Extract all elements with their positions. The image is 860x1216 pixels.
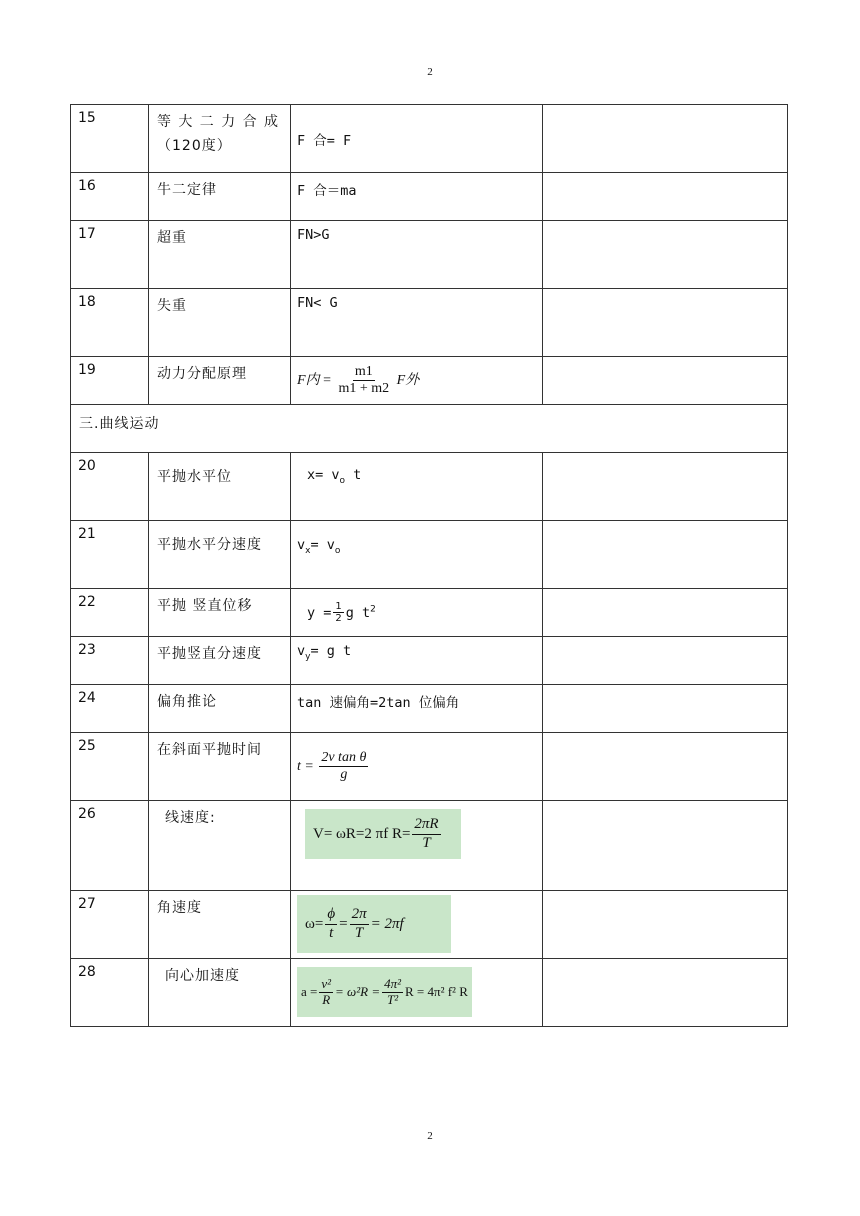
formula-cell — [291, 891, 543, 959]
notes-cell — [543, 637, 788, 685]
formula-cell — [291, 959, 543, 1027]
formula-name: 偏角推论 — [149, 685, 291, 733]
formula-name: 等大二力合成 （120度） — [149, 105, 291, 173]
row-number: 28 — [71, 959, 149, 1027]
row-number: 26 — [71, 801, 149, 891]
page-number-top: 2 — [427, 66, 433, 78]
table-row — [71, 289, 788, 357]
table-row — [71, 405, 788, 453]
table-row — [71, 733, 788, 801]
row-number: 15 — [71, 105, 149, 173]
section-heading: 三.曲线运动 — [71, 405, 788, 453]
row-number: 17 — [71, 221, 149, 289]
formula-highlight: V= ωR=2 πf R= $\frac{2\pi R}{T}$ — [305, 809, 461, 859]
formula-cell: y = $\frac{1}{2}$ g $t^2$ — [291, 589, 543, 637]
formula-cell: $v_y= g$ t — [291, 637, 543, 685]
formula-name: 平抛水平位 — [149, 453, 291, 521]
row-number: 21 — [71, 521, 149, 589]
table-row — [71, 221, 788, 289]
formula-name: 超重 — [149, 221, 291, 289]
formula-cell: t = $\frac{\text{2v tan θ}}{g}$ — [291, 733, 543, 801]
table-row — [71, 891, 788, 959]
notes-cell — [543, 685, 788, 733]
notes-cell — [543, 173, 788, 221]
table-row — [71, 589, 788, 637]
notes-cell — [543, 105, 788, 173]
notes-cell — [543, 521, 788, 589]
row-number: 16 — [71, 173, 149, 221]
notes-cell — [543, 221, 788, 289]
formula-name: 动力分配原理 — [149, 357, 291, 405]
table-row — [71, 521, 788, 589]
table-row — [71, 357, 788, 405]
table-row — [71, 453, 788, 521]
formula-name: 平抛竖直分速度 — [149, 637, 291, 685]
table-row — [71, 959, 788, 1027]
table-row — [71, 105, 788, 173]
notes-cell — [543, 733, 788, 801]
notes-cell — [543, 453, 788, 521]
table-row — [71, 637, 788, 685]
formula-cell: F 合= F — [291, 105, 543, 173]
formula-cell: $x= v_o$ t — [291, 453, 543, 521]
row-number: 20 — [71, 453, 149, 521]
table-row — [71, 173, 788, 221]
formula-highlight: a = $\frac{\text{v²}}{R}$ = ω²R = $\frac{\text{4π²}}{\text{T²}}$ R = 4π² f² R — [297, 967, 472, 1017]
row-number: 19 — [71, 357, 149, 405]
formula-name: 向心加速度 — [149, 959, 291, 1027]
notes-cell — [543, 289, 788, 357]
formula-highlight: ω= $\frac{\phi}{t}$ = $\frac{2\pi}{T}$ = 2πf — [297, 895, 451, 953]
row-number: 22 — [71, 589, 149, 637]
page-number-bottom: 2 — [427, 1130, 433, 1142]
formula-name: 失重 — [149, 289, 291, 357]
formula-cell: FN< G — [291, 289, 543, 357]
formula-cell: tan 速偏角=2tan 位偏角 — [291, 685, 543, 733]
row-number: 23 — [71, 637, 149, 685]
formula-cell: F 合＝ma — [291, 173, 543, 221]
notes-cell — [543, 891, 788, 959]
formula-table — [70, 104, 788, 1027]
row-number: 27 — [71, 891, 149, 959]
table-row — [71, 801, 788, 891]
formula-cell: F内 = $\frac{m1}{m1 + m2}$ F外 — [291, 357, 543, 405]
formula-name: 平抛 竖直位移 — [149, 589, 291, 637]
notes-cell — [543, 589, 788, 637]
table-row — [71, 685, 788, 733]
formula-cell — [291, 801, 543, 891]
formula-name: 平抛水平分速度 — [149, 521, 291, 589]
formula-cell: FN>G — [291, 221, 543, 289]
notes-cell — [543, 357, 788, 405]
formula-name: 牛二定律 — [149, 173, 291, 221]
row-number: 18 — [71, 289, 149, 357]
formula-name: 在斜面平抛时间 — [149, 733, 291, 801]
formula-cell: $v_x= v_o$ — [291, 521, 543, 589]
formula-name: 线速度: — [149, 801, 291, 891]
notes-cell — [543, 801, 788, 891]
notes-cell — [543, 959, 788, 1027]
row-number: 24 — [71, 685, 149, 733]
row-number: 25 — [71, 733, 149, 801]
formula-name: 角速度 — [149, 891, 291, 959]
